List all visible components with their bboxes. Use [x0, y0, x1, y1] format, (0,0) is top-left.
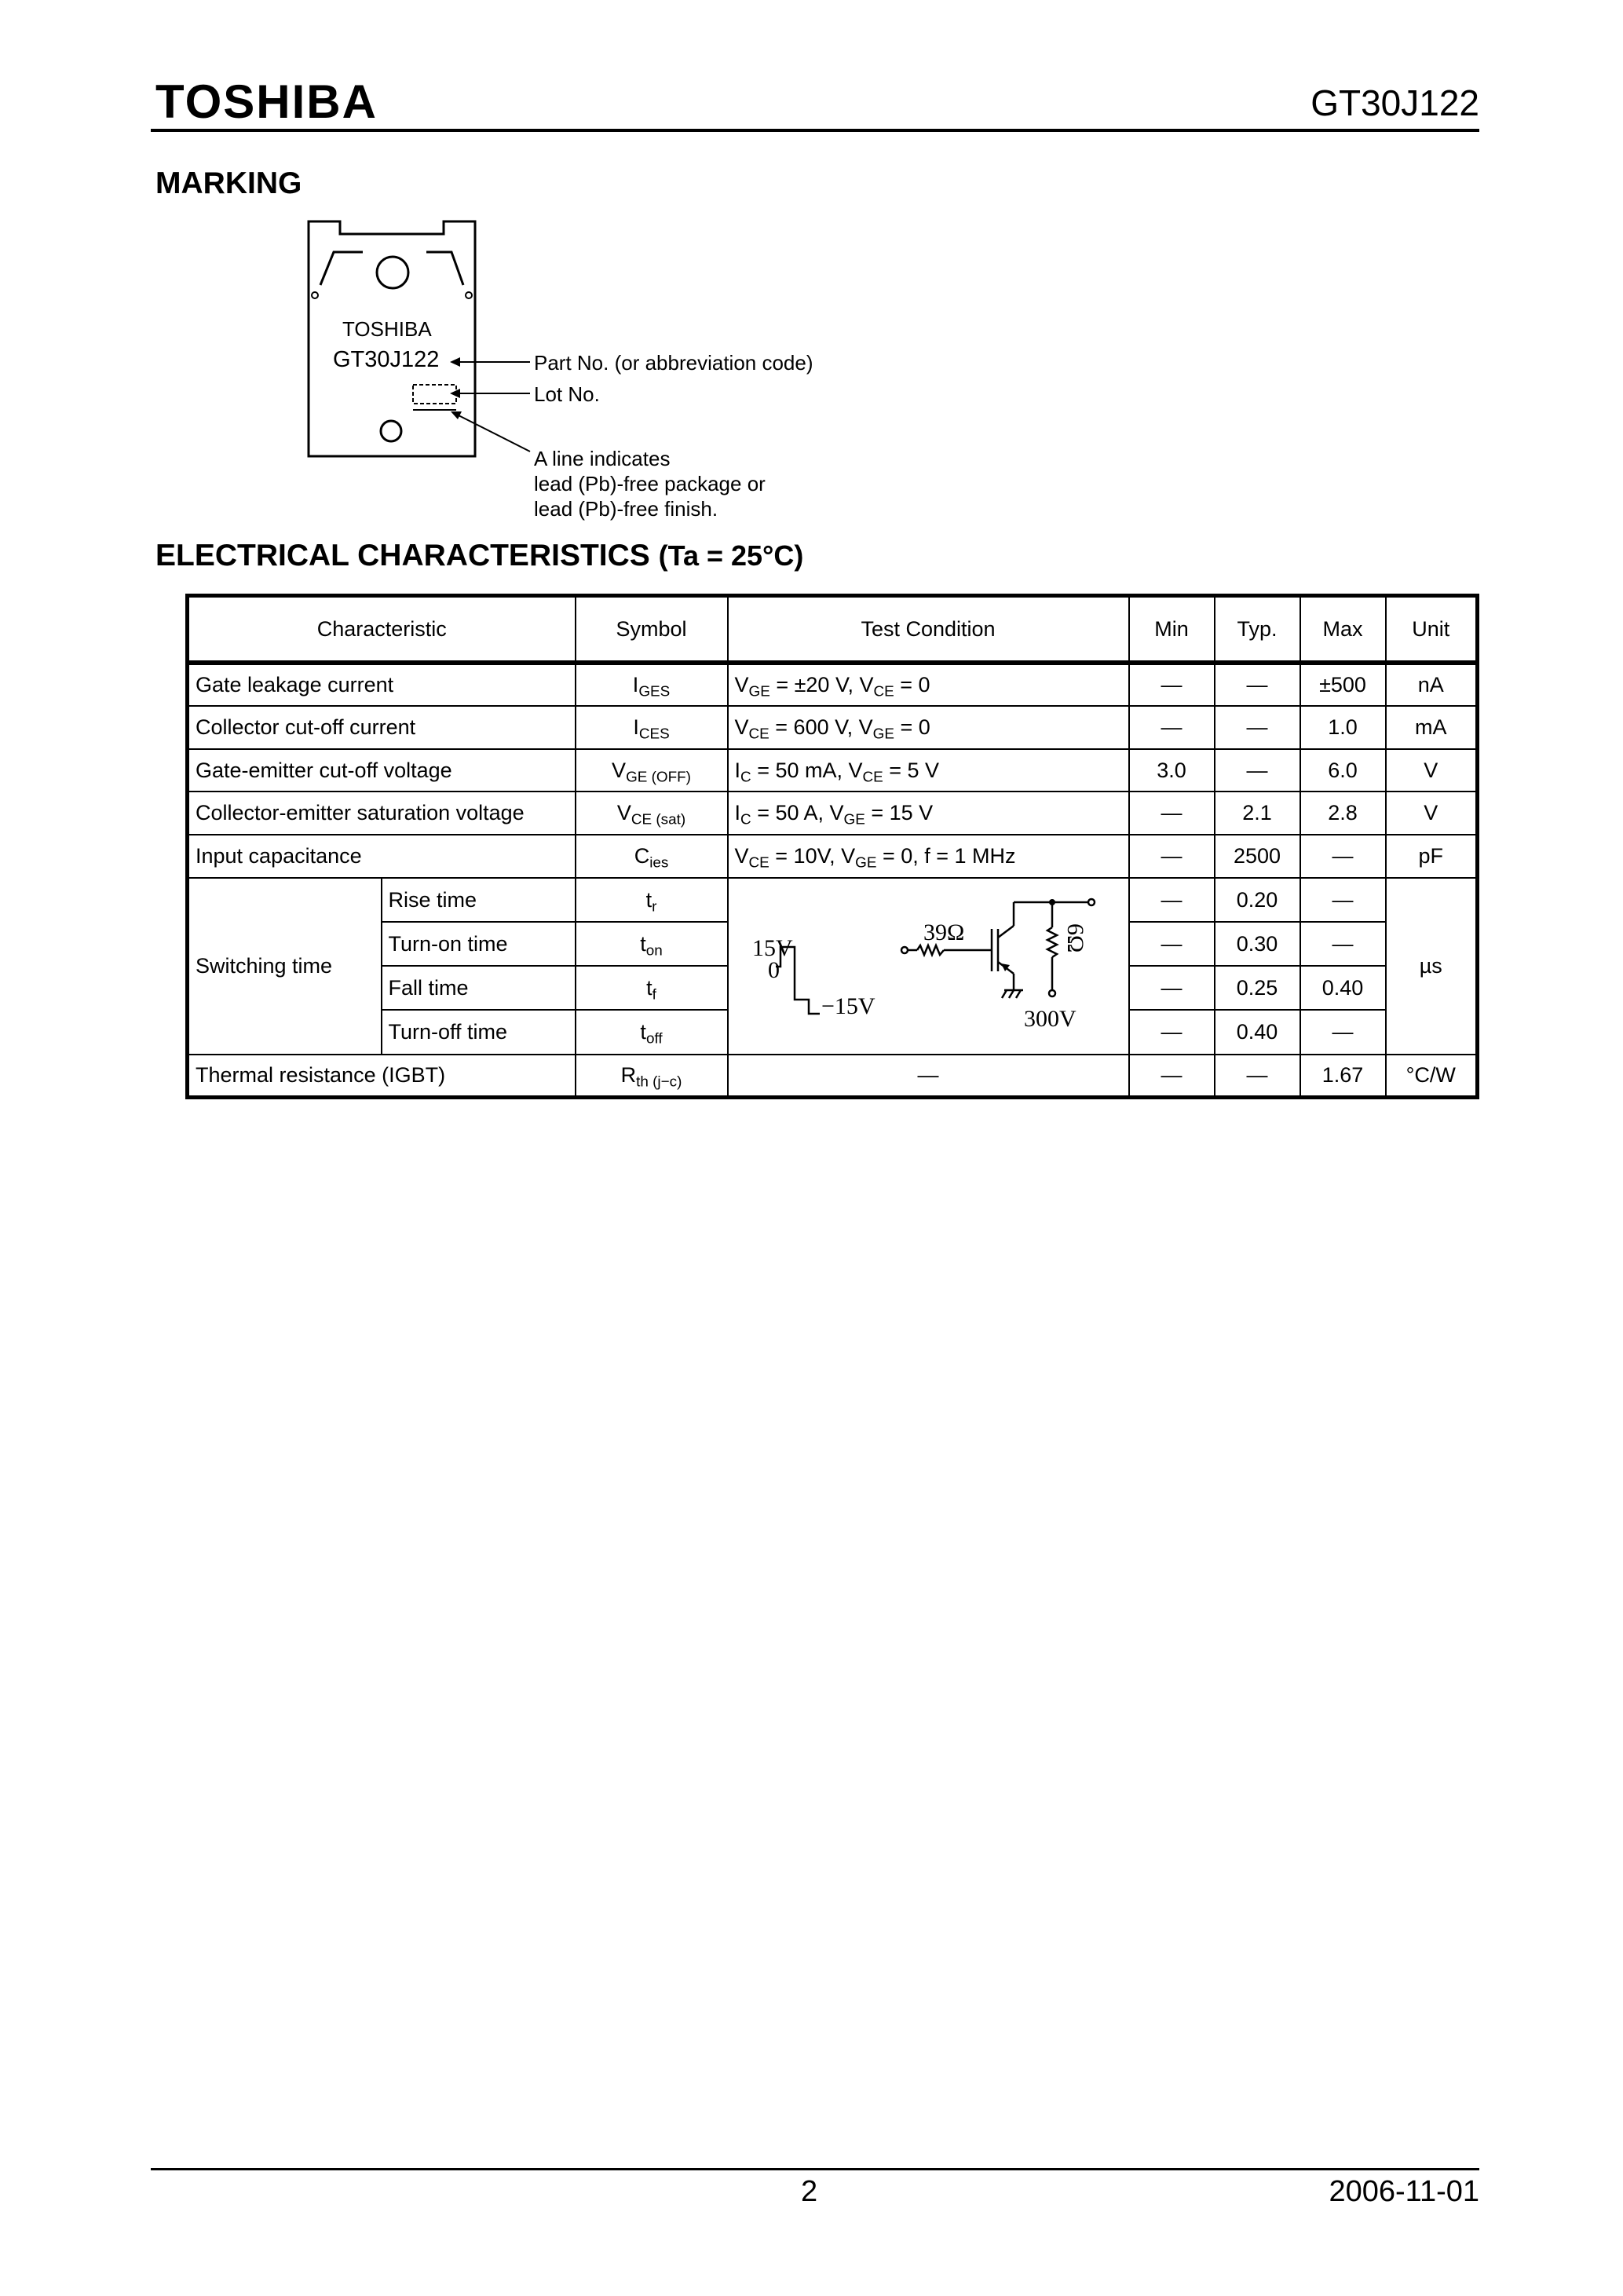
col-symbol: Symbol: [576, 596, 728, 664]
footer-rule: [151, 2168, 1479, 2170]
table-row: [188, 663, 1478, 706]
table-row: [188, 1055, 1478, 1098]
symbol-base: t: [640, 931, 646, 956]
electrical-characteristics-table: [185, 594, 1479, 1099]
circuit-r-gate: 39Ω: [923, 919, 964, 945]
table-row: [188, 706, 1478, 749]
char-typ: —: [1215, 749, 1300, 792]
circuit-v-supply: 300V: [1023, 1005, 1077, 1032]
char-max: 6.0: [1300, 749, 1386, 792]
marking-title: MARKING: [155, 166, 302, 200]
switching-circuit-diagram: [729, 880, 1127, 1047]
thermal-max: 1.67: [1300, 1055, 1386, 1098]
table-header-row: [188, 596, 1478, 664]
switching-item-min: —: [1129, 1010, 1215, 1054]
char-condition: $I_C = 50$ mA, $V_{CE} = 5$ V: [728, 749, 1129, 792]
char-symbol: [576, 706, 728, 749]
symbol-subscript: th (j−c): [636, 1073, 682, 1091]
char-name: Gate-emitter cut-off voltage: [188, 749, 576, 792]
char-condition: $V_{CE} = 10V$, $V_{GE} = 0$, f = 1 MHz: [728, 835, 1129, 878]
thermal-condition: —: [728, 1055, 1129, 1098]
col-typ: Typ.: [1215, 596, 1300, 664]
switching-item-name: Turn-on time: [382, 922, 576, 966]
char-condition: $V_{GE} = \pm 20$ V, $V_{CE} = 0$: [728, 663, 1129, 706]
switching-item-symbol: [576, 922, 728, 966]
electrical-title-text: ELECTRICAL CHARACTERISTICS: [155, 539, 650, 572]
switching-item-min: —: [1129, 878, 1215, 922]
callout-lot-no: Lot No.: [534, 382, 600, 406]
switching-item-typ: 0.30: [1215, 922, 1300, 966]
switching-item-min: —: [1129, 966, 1215, 1010]
switching-item-symbol: [576, 878, 728, 922]
switching-item-max: 0.40: [1300, 966, 1386, 1010]
char-typ: 2500: [1215, 835, 1300, 878]
brand-logo: TOSHIBA: [155, 75, 378, 128]
symbol-subscript: f: [652, 986, 656, 1004]
callout-line-3: lead (Pb)-free finish.: [534, 497, 718, 521]
symbol-base: V: [616, 801, 631, 825]
char-typ: —: [1215, 706, 1300, 749]
char-min: —: [1129, 835, 1215, 878]
thermal-symbol: [576, 1055, 728, 1098]
header-part-number: GT30J122: [1310, 82, 1479, 123]
char-min: —: [1129, 706, 1215, 749]
char-symbol: [576, 749, 728, 792]
package-text-toshiba: TOSHIBA: [342, 317, 432, 341]
symbol-subscript: on: [645, 942, 663, 960]
table-row: [188, 792, 1478, 835]
symbol-base: t: [646, 975, 652, 1000]
char-unit: pF: [1386, 835, 1478, 878]
char-unit: V: [1386, 792, 1478, 835]
symbol-base: V: [612, 758, 627, 782]
thermal-unit: °C/W: [1386, 1055, 1478, 1098]
table-row: [188, 835, 1478, 878]
switching-item-max: —: [1300, 878, 1386, 922]
col-max: Max: [1300, 596, 1386, 664]
char-min: —: [1129, 792, 1215, 835]
symbol-subscript: off: [645, 1030, 663, 1047]
char-typ: —: [1215, 663, 1300, 706]
char-symbol: [576, 663, 728, 706]
switching-unit: µs: [1386, 878, 1478, 1054]
callout-line-2: lead (Pb)-free package or: [534, 472, 766, 495]
char-symbol: [576, 835, 728, 878]
char-max: 2.8: [1300, 792, 1386, 835]
col-min: Min: [1129, 596, 1215, 664]
switching-item-typ: 0.40: [1215, 1010, 1300, 1054]
circuit-v-zero: 0: [767, 956, 780, 983]
callout-part-no: Part No. (or abbreviation code): [534, 351, 813, 375]
char-unit: nA: [1386, 663, 1478, 706]
callout-line-1: A line indicates: [534, 447, 671, 470]
symbol-subscript: r: [652, 898, 657, 916]
col-test-condition: Test Condition: [728, 596, 1129, 664]
package-text-part: GT30J122: [333, 347, 440, 372]
thermal-typ: —: [1215, 1055, 1300, 1098]
char-condition: $V_{CE} = 600$ V, $V_{GE} = 0$: [728, 706, 1129, 749]
col-unit: Unit: [1386, 596, 1478, 664]
char-name: Collector-emitter saturation voltage: [188, 792, 576, 835]
switching-item-name: Fall time: [382, 966, 576, 1010]
char-unit: mA: [1386, 706, 1478, 749]
electrical-condition: (Ta = 25°C): [658, 539, 804, 572]
symbol-subscript: GE (OFF): [626, 769, 691, 786]
callout-arrows: [448, 345, 534, 471]
switching-item-typ: 0.20: [1215, 878, 1300, 922]
circuit-v-low: −15V: [821, 993, 875, 1019]
header-rule: [151, 129, 1479, 132]
symbol-subscript: CES: [638, 726, 670, 743]
switching-item-typ: 0.25: [1215, 966, 1300, 1010]
char-typ: 2.1: [1215, 792, 1300, 835]
switching-item-symbol: [576, 966, 728, 1010]
char-symbol: [576, 792, 728, 835]
symbol-base: C: [634, 844, 650, 868]
switching-item-max: —: [1300, 1010, 1386, 1054]
char-min: —: [1129, 663, 1215, 706]
col-characteristic: Characteristic: [188, 596, 576, 664]
thermal-min: —: [1129, 1055, 1215, 1098]
switching-item-name: Rise time: [382, 878, 576, 922]
symbol-base: R: [620, 1062, 637, 1087]
char-name: Collector cut-off current: [188, 706, 576, 749]
switching-item-symbol: [576, 1010, 728, 1054]
switching-item-min: —: [1129, 922, 1215, 966]
table-row: [188, 878, 1478, 922]
char-max: ±500: [1300, 663, 1386, 706]
symbol-subscript: GES: [638, 683, 671, 700]
page-number: 2: [801, 2175, 818, 2208]
table-row: [188, 749, 1478, 792]
footer-date: 2006-11-01: [1329, 2175, 1479, 2208]
char-condition: $I_C = 50$ A, $V_{GE} = 15$ V: [728, 792, 1129, 835]
symbol-base: t: [645, 887, 652, 912]
thermal-name: Thermal resistance (IGBT): [188, 1055, 576, 1098]
switching-test-circuit: [728, 878, 1129, 1054]
symbol-subscript: CE (sat): [631, 812, 686, 829]
symbol-base: I: [632, 672, 639, 696]
char-min: 3.0: [1129, 749, 1215, 792]
char-unit: V: [1386, 749, 1478, 792]
switching-group-label: Switching time: [188, 878, 382, 1054]
symbol-subscript: ies: [649, 854, 669, 872]
symbol-base: I: [633, 715, 639, 739]
switching-item-max: —: [1300, 922, 1386, 966]
char-name: Input capacitance: [188, 835, 576, 878]
char-max: —: [1300, 835, 1386, 878]
circuit-r-load: 6Ω: [1062, 923, 1088, 953]
char-name: Gate leakage current: [188, 663, 576, 706]
char-max: 1.0: [1300, 706, 1386, 749]
electrical-title: [155, 540, 803, 571]
symbol-base: t: [640, 1020, 646, 1044]
circuit-v-high: 15V: [751, 934, 793, 961]
switching-item-name: Turn-off time: [382, 1010, 576, 1054]
